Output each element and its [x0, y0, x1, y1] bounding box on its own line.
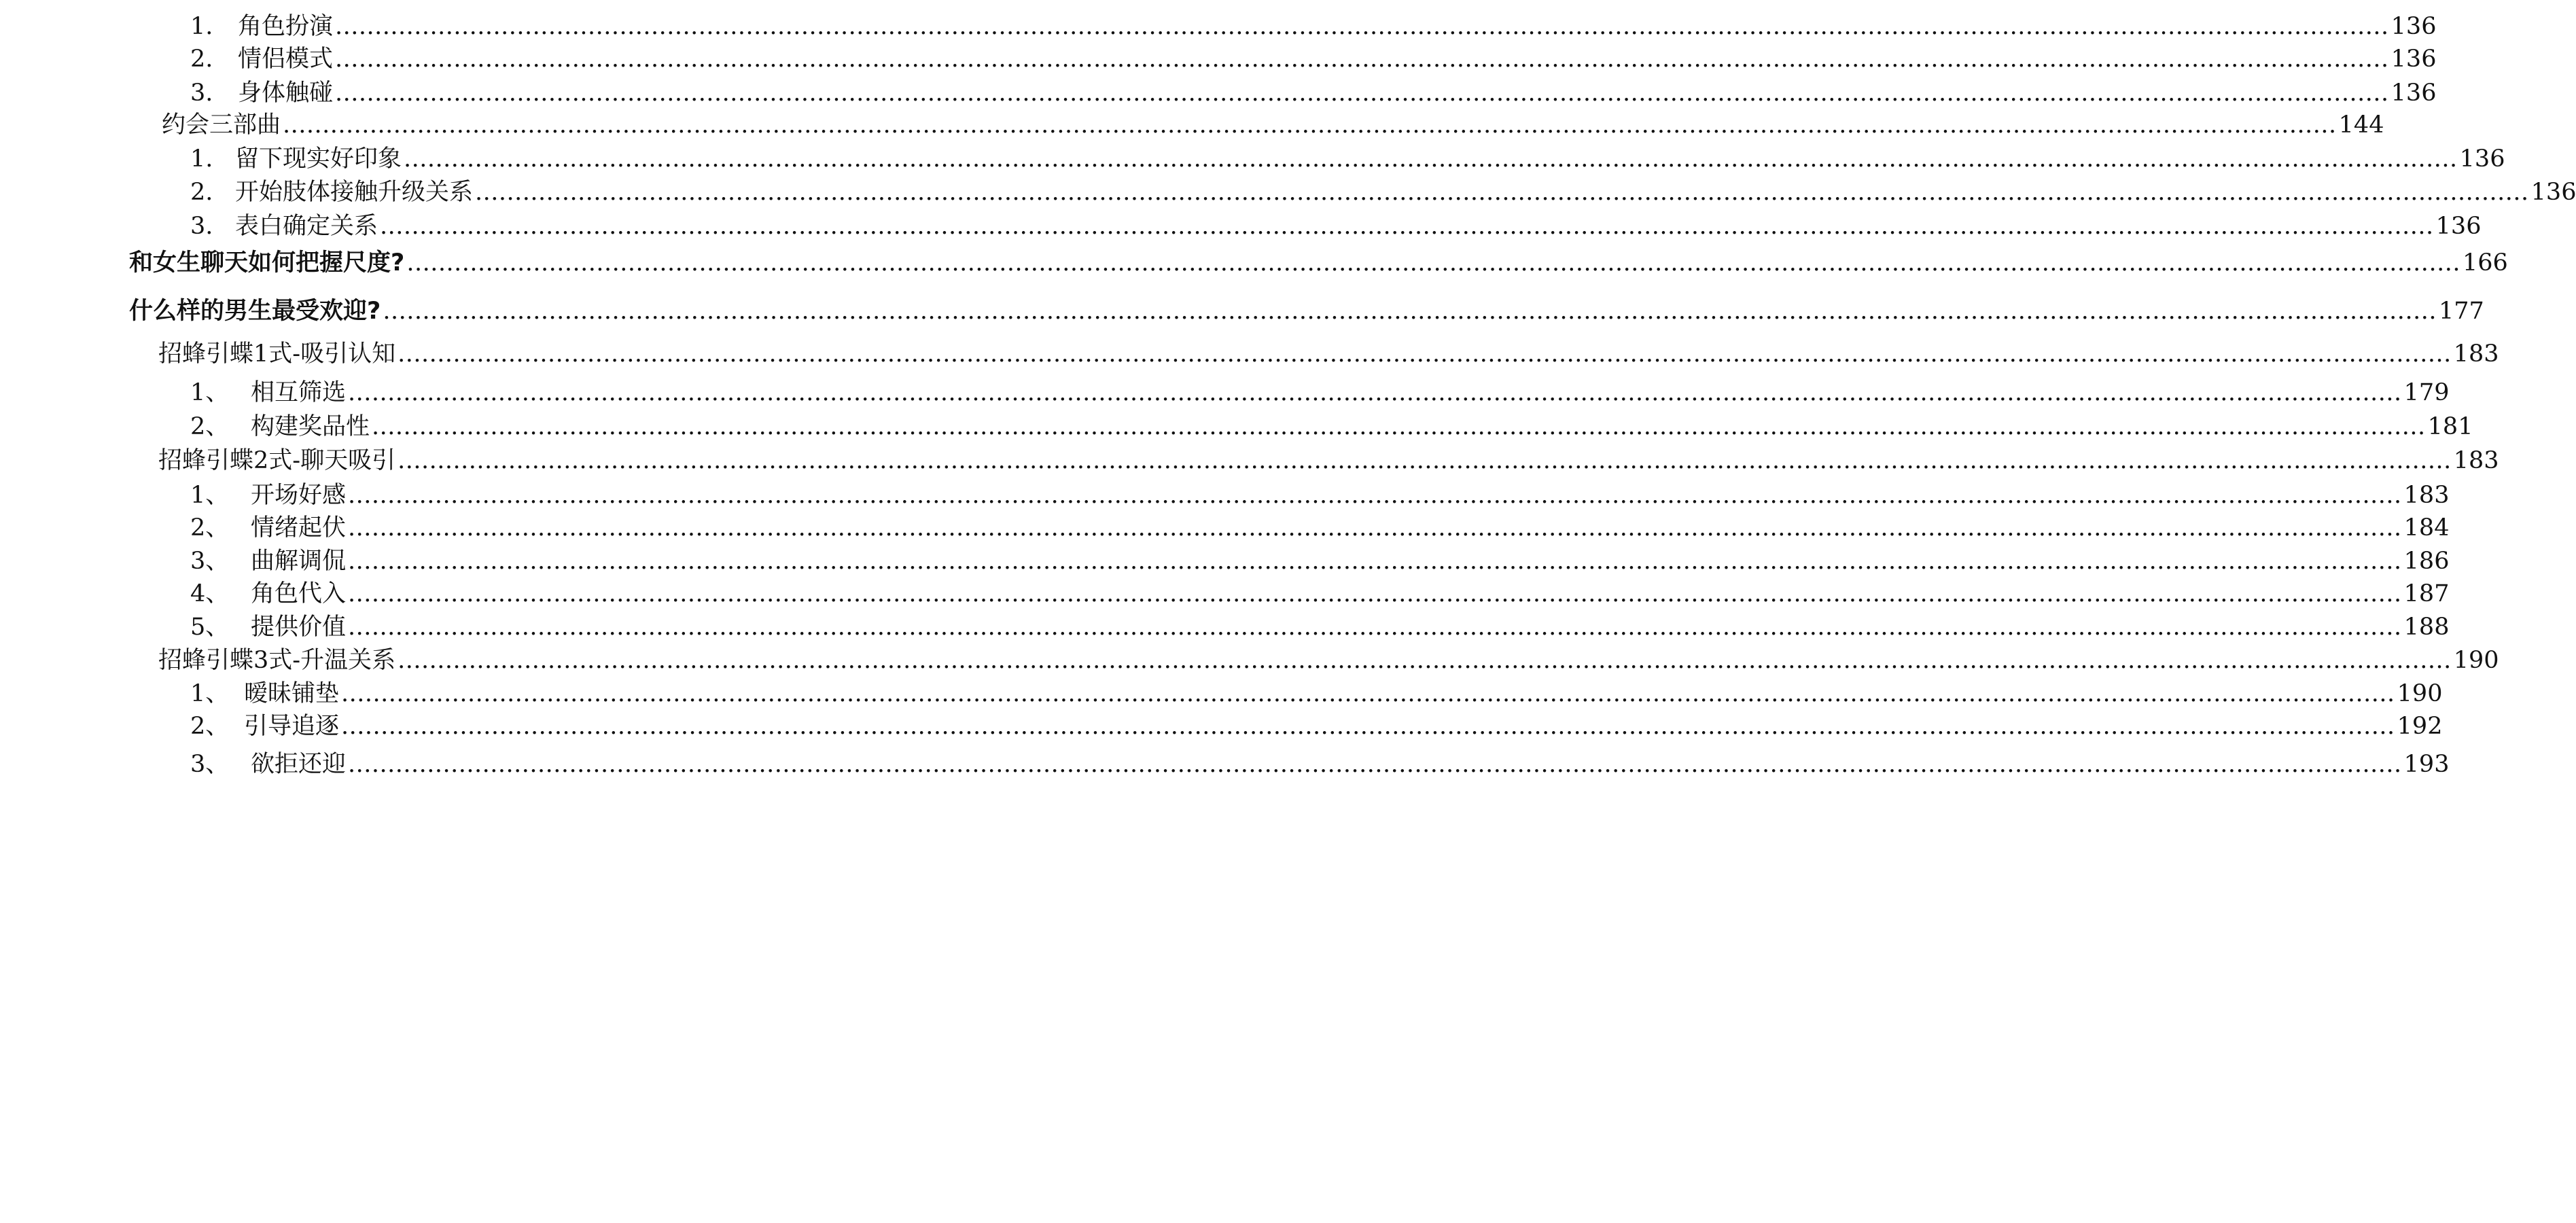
toc-entry[interactable] [190, 145, 2505, 173]
dot-leader: .................................................................................................................................................................................................................................................................... [406, 249, 2460, 277]
toc-entry[interactable] [162, 111, 2384, 139]
toc-entry-page-number: 136 [2435, 213, 2482, 240]
toc-entry-page-number: 136 [2390, 46, 2437, 73]
dot-leader: .................................................................................................................................................................................................................................................................... [341, 713, 2395, 740]
dot-leader: .................................................................................................................................................................................................................................................................... [341, 680, 2395, 707]
toc-entry[interactable] [190, 213, 2482, 240]
toc-entry[interactable] [190, 179, 2576, 206]
toc-entry-page-number: 136 [2390, 13, 2437, 40]
dot-leader: .................................................................................................................................................................................................................................................................... [380, 213, 2434, 240]
toc-entry-number: 3、 [190, 751, 230, 778]
toc-entry-page-number: 136 [2459, 145, 2505, 173]
toc-entry-title: 招蜂引蝶2式-聊天吸引 [158, 447, 396, 474]
toc-entry-page-number: 166 [2462, 249, 2508, 277]
toc-entry-page-number: 179 [2403, 379, 2450, 406]
toc-entry-number: 3、 [190, 548, 230, 575]
toc-entry-title: 留下现实好印象 [235, 145, 402, 173]
toc-entry-number: 2、 [190, 514, 230, 542]
toc-entry-title: 暧昧铺垫 [244, 680, 340, 707]
toc-entry-number: 2、 [190, 413, 230, 440]
dot-leader: .................................................................................................................................................................................................................................................................... [348, 614, 2402, 641]
toc-entry-title: 相互筛选 [251, 379, 347, 406]
toc-entry-title: 招蜂引蝶3式-升温关系 [158, 647, 396, 674]
toc-entry-page-number: 190 [2453, 647, 2499, 674]
toc-entry-title: 表白确定关系 [235, 213, 378, 240]
toc-entry-title: 情绪起伏 [251, 514, 347, 542]
toc-entry[interactable] [129, 298, 2484, 325]
toc-entry-title: 欲拒还迎 [251, 751, 347, 778]
toc-entry-page-number: 136 [2390, 79, 2437, 107]
toc-entry-number: 1、 [190, 680, 230, 707]
toc-entry-number: 2. [190, 46, 213, 73]
toc-entry-number: 1、 [190, 482, 230, 509]
toc-entry-page-number: 190 [2397, 680, 2443, 707]
dot-leader: .................................................................................................................................................................................................................................................................... [372, 413, 2426, 440]
toc-entry-title: 招蜂引蝶1式-吸引认知 [158, 340, 396, 368]
dot-leader: .................................................................................................................................................................................................................................................................... [335, 13, 2389, 40]
dot-leader: .................................................................................................................................................................................................................................................................... [348, 514, 2402, 542]
toc-entry-title: 提供价值 [251, 614, 347, 641]
toc-entry[interactable] [190, 482, 2450, 509]
dot-leader: .................................................................................................................................................................................................................................................................... [335, 46, 2389, 73]
toc-entry[interactable] [190, 713, 2443, 740]
dot-leader: .................................................................................................................................................................................................................................................................... [398, 447, 2452, 474]
toc-entry-page-number: 192 [2397, 713, 2443, 740]
toc-entry[interactable] [158, 340, 2499, 368]
dot-leader: .................................................................................................................................................................................................................................................................... [283, 111, 2337, 139]
toc-entry-page-number: 184 [2403, 514, 2450, 542]
toc-entry-number: 1、 [190, 379, 230, 406]
toc-entry[interactable] [190, 580, 2450, 607]
toc-entry-number: 2、 [190, 713, 230, 740]
toc-entry-number: 5、 [190, 614, 230, 641]
dot-leader: .................................................................................................................................................................................................................................................................... [348, 751, 2402, 778]
toc-entry-title: 约会三部曲 [162, 111, 281, 139]
dot-leader: .................................................................................................................................................................................................................................................................... [335, 79, 2389, 107]
toc-entry-page-number: 183 [2403, 482, 2450, 509]
dot-leader: .................................................................................................................................................................................................................................................................... [383, 298, 2437, 325]
toc-entry-page-number: 193 [2403, 751, 2450, 778]
dot-leader: .................................................................................................................................................................................................................................................................... [348, 482, 2402, 509]
toc-entry-page-number: 181 [2427, 413, 2473, 440]
toc-entry-page-number: 177 [2438, 298, 2484, 325]
toc-entry[interactable] [190, 13, 2437, 40]
toc-entry-title: 开始肢体接触升级关系 [235, 179, 474, 206]
toc-entry-title: 身体触碰 [238, 79, 334, 107]
dot-leader: .................................................................................................................................................................................................................................................................... [475, 179, 2529, 206]
toc-entry-page-number: 188 [2403, 614, 2450, 641]
toc-entry[interactable] [190, 548, 2450, 575]
toc-entry-number: 4、 [190, 580, 230, 607]
toc-entry[interactable] [190, 79, 2437, 107]
toc-entry-title: 什么样的男生最受欢迎? [129, 298, 381, 325]
toc-entry[interactable] [190, 751, 2450, 778]
toc-entry-number: 1. [190, 13, 213, 40]
toc-entry[interactable] [158, 447, 2499, 474]
toc-entry-page-number: 186 [2403, 548, 2450, 575]
toc-entry-title: 构建奖品性 [251, 413, 370, 440]
toc-entry-title: 开场好感 [251, 482, 347, 509]
dot-leader: .................................................................................................................................................................................................................................................................... [398, 340, 2452, 368]
toc-entry-title: 引导追逐 [244, 713, 340, 740]
toc-entry-number: 3. [190, 213, 213, 240]
toc-entry-title: 曲解调侃 [251, 548, 347, 575]
dot-leader: .................................................................................................................................................................................................................................................................... [398, 647, 2452, 674]
toc-entry[interactable] [190, 46, 2437, 73]
toc-entry-title: 和女生聊天如何把握尺度? [129, 249, 405, 277]
toc-entry-title: 角色扮演 [238, 13, 334, 40]
toc-entry-page-number: 183 [2453, 340, 2499, 368]
toc-entry[interactable] [190, 379, 2450, 406]
toc-entry-page-number: 144 [2338, 111, 2384, 139]
toc-entry-number: 1. [190, 145, 213, 173]
dot-leader: .................................................................................................................................................................................................................................................................... [348, 379, 2402, 406]
toc-entry-number: 2. [190, 179, 213, 206]
toc-entry[interactable] [190, 614, 2450, 641]
toc-entry[interactable] [190, 680, 2443, 707]
toc-entry[interactable] [129, 249, 2508, 277]
dot-leader: .................................................................................................................................................................................................................................................................... [348, 580, 2402, 607]
toc-entry-page-number: 183 [2453, 447, 2499, 474]
toc-entry[interactable] [190, 514, 2450, 542]
toc-entry[interactable] [190, 413, 2473, 440]
toc-entry[interactable] [158, 647, 2499, 674]
toc-entry-page-number: 187 [2403, 580, 2450, 607]
toc-entry-page-number: 136 [2530, 179, 2576, 206]
toc-entry-title: 情侣模式 [238, 46, 334, 73]
toc-entry-title: 角色代入 [251, 580, 347, 607]
dot-leader: .................................................................................................................................................................................................................................................................... [348, 548, 2402, 575]
dot-leader: .................................................................................................................................................................................................................................................................... [404, 145, 2458, 173]
toc-entry-number: 3. [190, 79, 213, 107]
